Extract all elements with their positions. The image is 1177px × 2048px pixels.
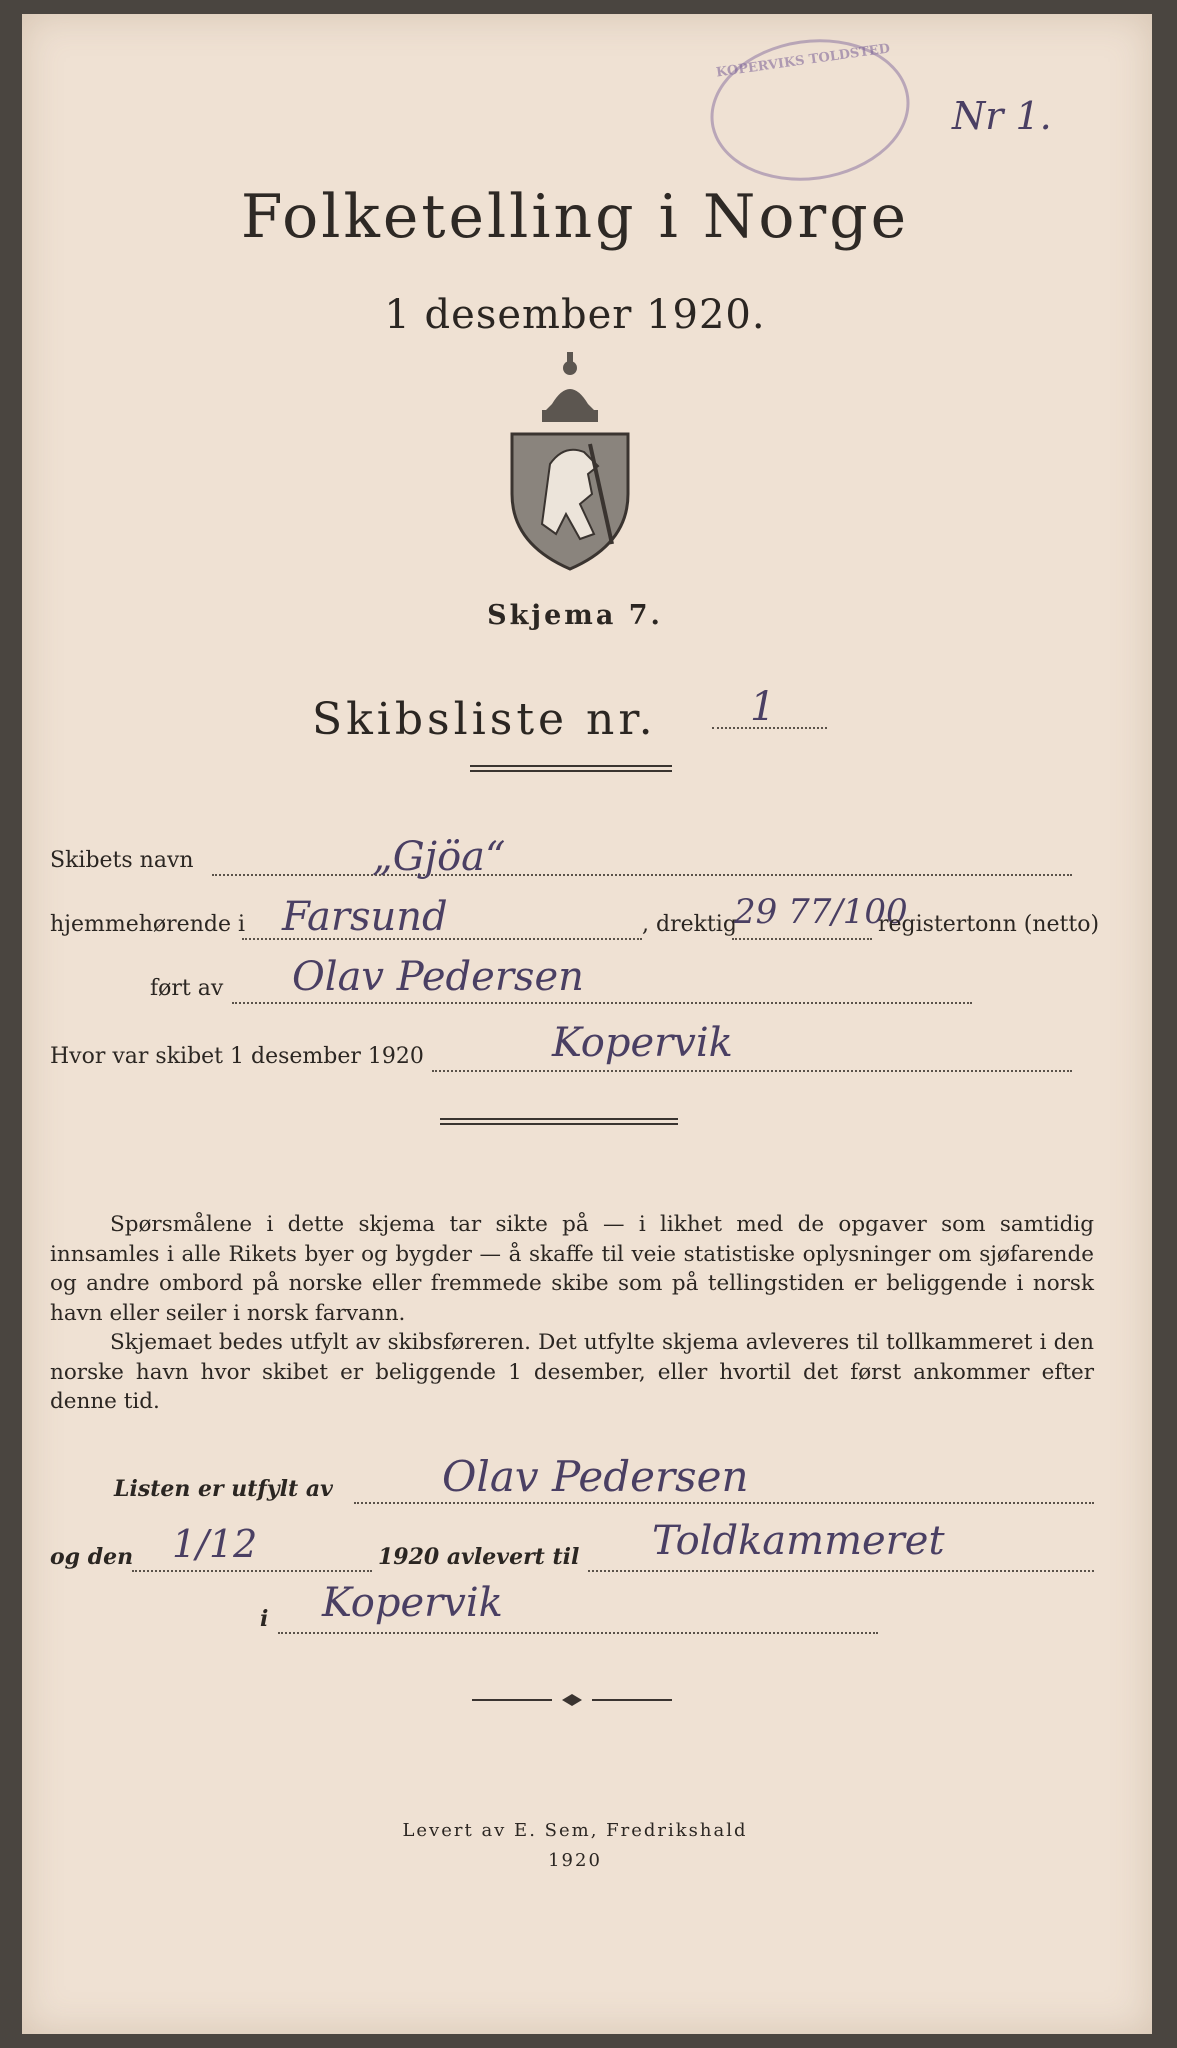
corner-note: Nr 1. [952,94,1052,138]
filled-by-label: Listen er utfylt av [114,1476,333,1502]
tonnage-line [732,938,872,940]
stamp-text: KOPERVIKS TOLDSTED [715,41,891,81]
instructions-paragraph-1: Spørsmålene i dette skjema tar sikte på — i likhet med de opgaver som samtidig innsamles i alle Rikets byer og bygder — å skaffe til veie statistiske oplysninger om sjøfarende og andre ombord på norske eller fremmede skibe som på tellingstiden er beliggende i norsk havn eller seiler i norsk farvann. [50,1212,1094,1326]
in-value: Kopervik [322,1580,503,1626]
in-label: i [260,1606,269,1632]
date-label: og den [50,1544,134,1570]
tonnage-label: , drektig [642,912,737,937]
list-number: 1 [750,684,776,730]
delivered-label: 1920 avlevert til [378,1544,580,1570]
delivered-line [588,1570,1094,1572]
home-port-value: Farsund [282,894,448,940]
printer-year: 1920 [548,1850,602,1871]
instructions-paragraph-2: Skjemaet bedes utfylt av skibsføreren. Det utfylte skjema avleveres til tollkammeret i den norske havn hvor skibet er beliggende 1 desember, eller hvortil det først ankommer efter denne tid. [50,1330,1094,1414]
census-form-page [22,14,1152,2034]
coat-of-arms-icon [502,344,638,574]
divider [470,765,672,772]
ship-name-label: Skibets navn [50,848,194,873]
census-date: 1 desember 1920. [384,292,766,338]
register-tons-label: registertonn (netto) [878,912,1100,937]
captain-value: Olav Pedersen [292,954,584,1000]
in-line [278,1632,878,1634]
delivered-value: Toldkammeret [652,1518,945,1564]
customs-stamp [701,27,919,193]
ship-name-line [212,874,1072,876]
schema-label: Skjema 7. [487,600,663,631]
date-value: 1/12 [172,1522,258,1566]
tonnage-value: 29 77/100 [734,892,908,932]
location-line [432,1070,1072,1072]
printer-credit: Levert av E. Sem, Fredrikshald [402,1820,748,1841]
home-port-label: hjemmehørende i [50,912,246,937]
location-value: Kopervik [552,1020,733,1066]
ornament-divider-icon [472,1690,672,1710]
ship-list-label: Skibsliste nr. [312,694,657,745]
filled-by-line [354,1502,1094,1504]
location-label: Hvor var skibet 1 desember 1920 [50,1044,424,1069]
page-title: Folketelling i Norge [240,182,910,252]
ship-name-value: „Gjöa“ [372,834,506,880]
captain-line [232,1002,972,1004]
date-line [132,1570,372,1572]
divider [440,1118,678,1125]
captain-label: ført av [150,976,224,1001]
filled-by-value: Olav Pedersen [442,1452,749,1501]
